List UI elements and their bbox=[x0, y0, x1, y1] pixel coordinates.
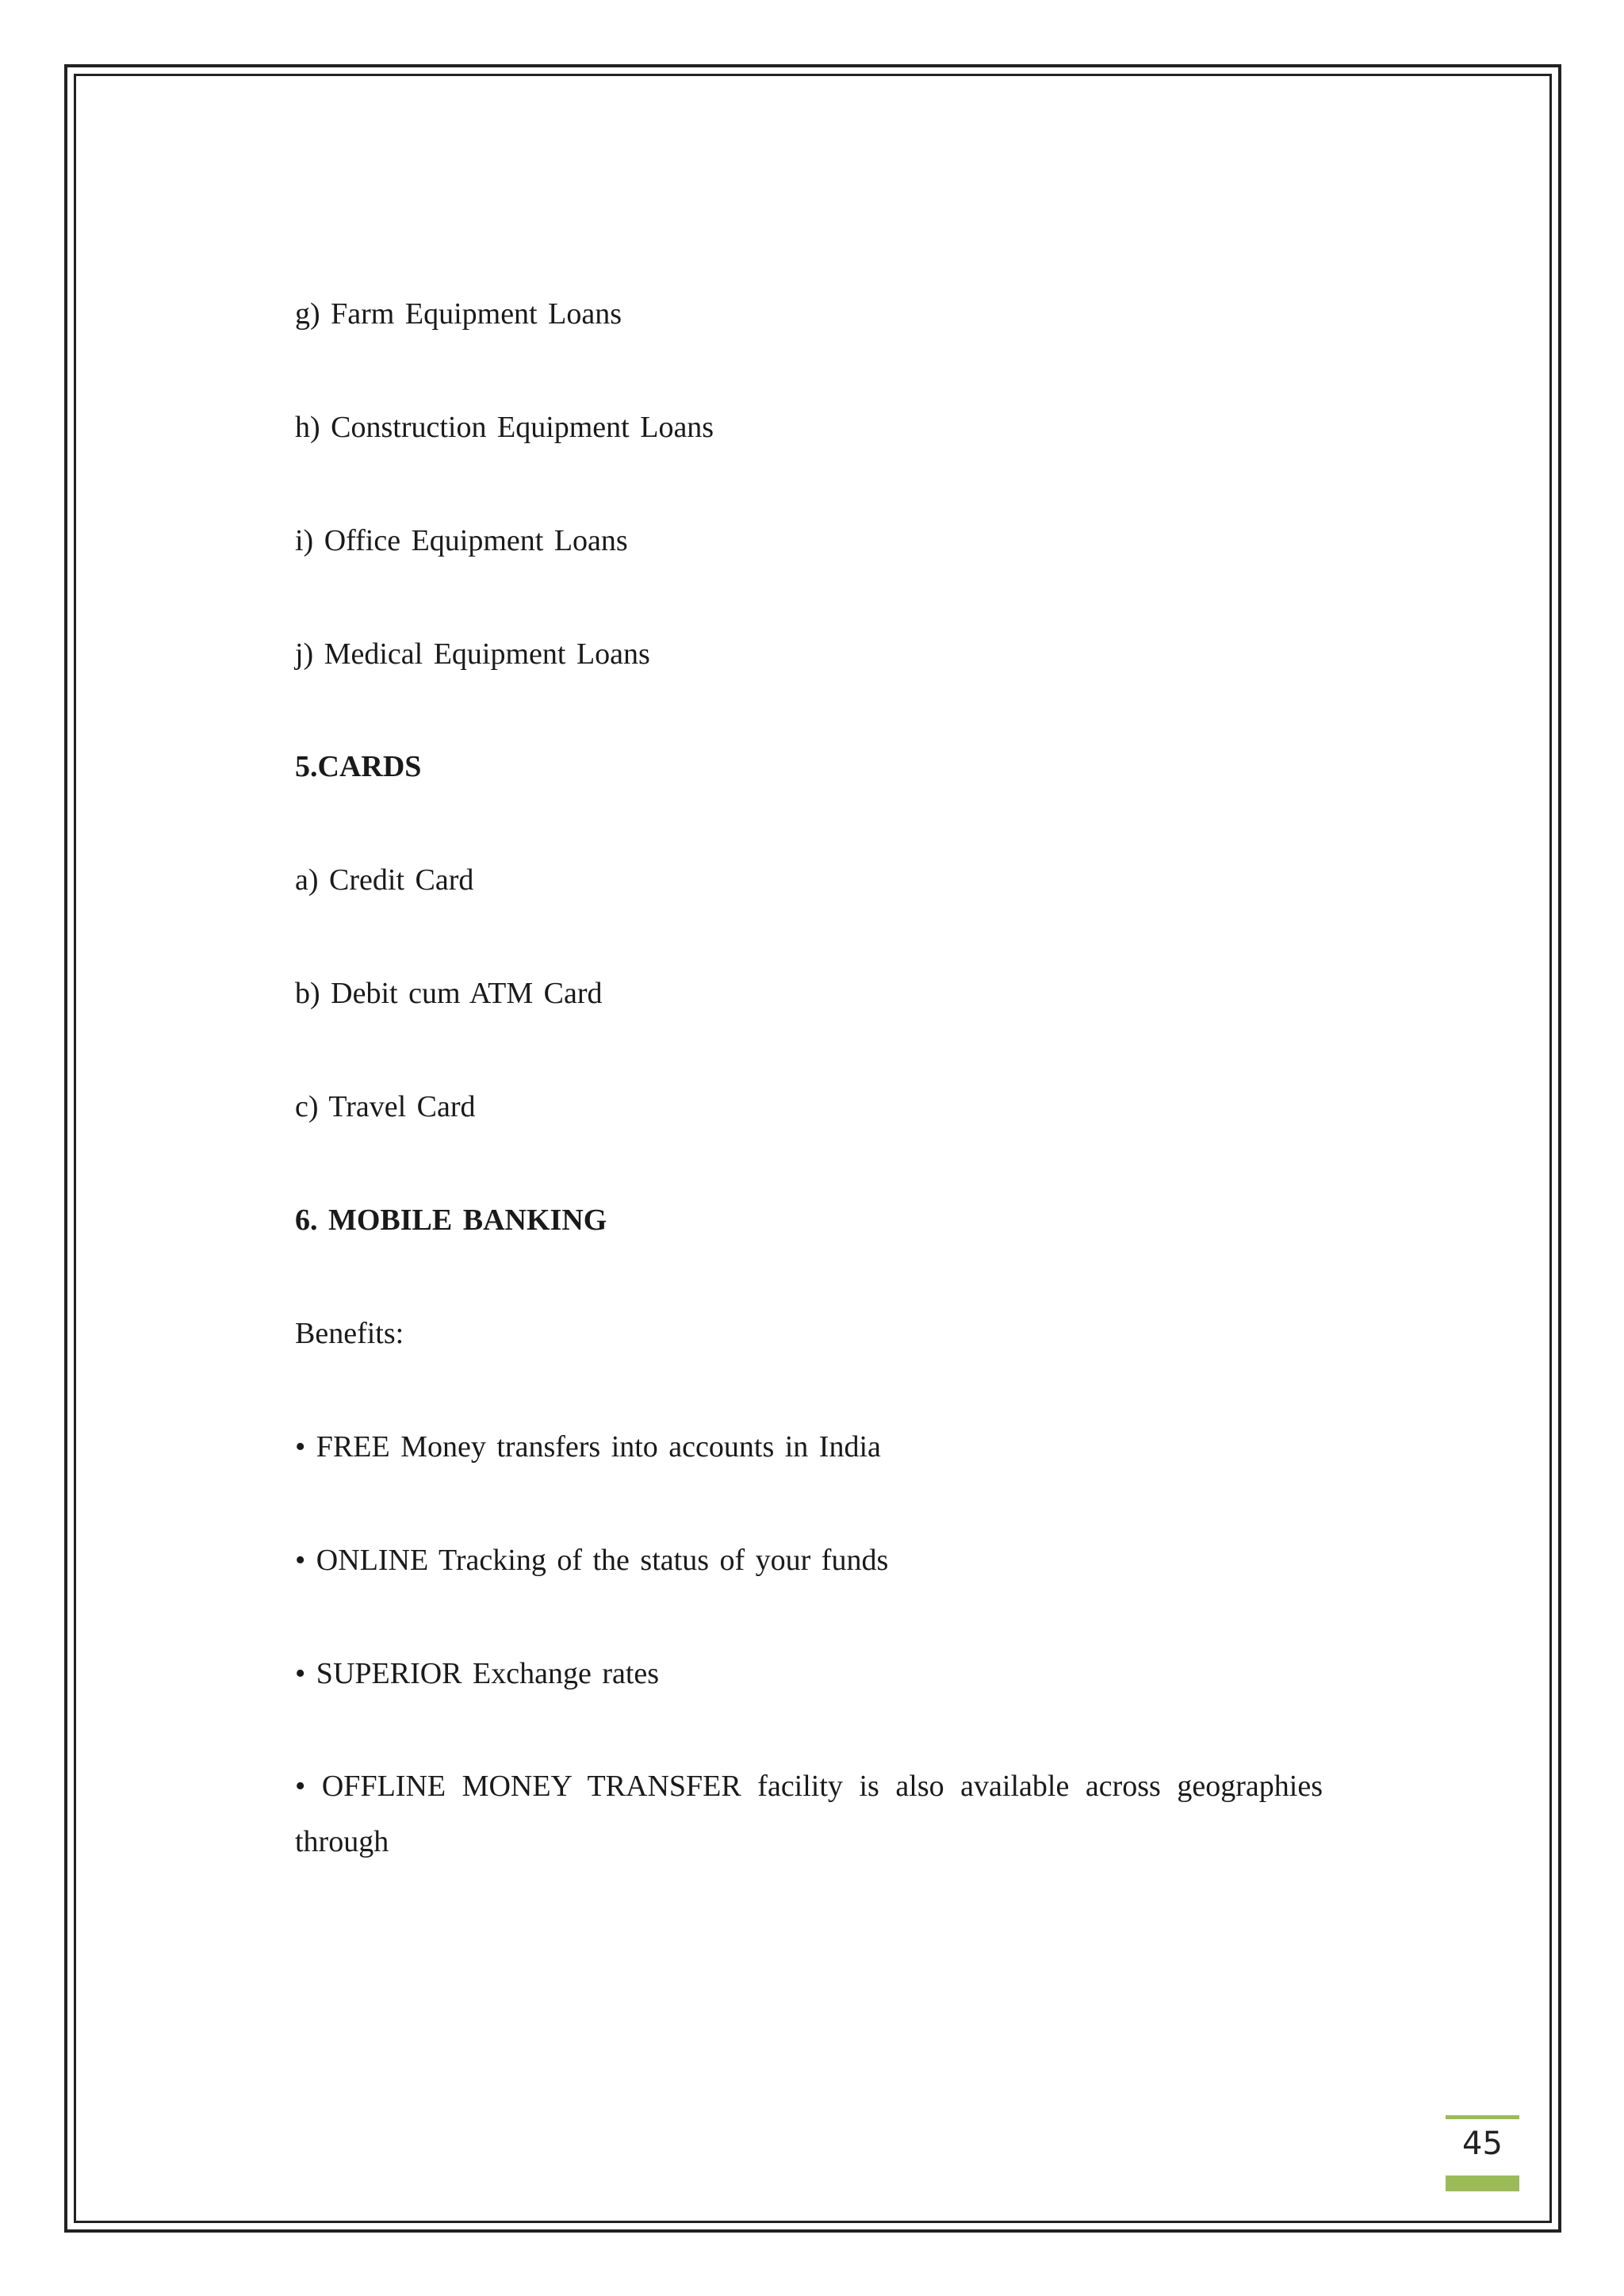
card-item-travel: c) Travel Card bbox=[295, 1090, 476, 1123]
page-number-footer bbox=[1446, 2115, 1519, 2191]
loan-item-medical-equipment: j) Medical Equipment Loans bbox=[295, 637, 650, 671]
page-border-inner bbox=[74, 74, 1552, 2223]
benefit-item-offline-transfer: • OFFLINE MONEY TRANSFER facility is also available across geographies through bbox=[295, 1770, 1323, 1858]
benefit-item-online-tracking: • ONLINE Tracking of the status of your funds bbox=[295, 1544, 889, 1577]
page-number-top-rule bbox=[1446, 2115, 1519, 2119]
page-number: 45 bbox=[1462, 2126, 1503, 2162]
loan-item-office-equipment: i) Office Equipment Loans bbox=[295, 524, 628, 557]
section-heading-mobile-banking: 6. MOBILE BANKING bbox=[295, 1203, 607, 1237]
card-item-credit: a) Credit Card bbox=[295, 863, 474, 897]
benefit-item-free-transfers: • FREE Money transfers into accounts in India bbox=[295, 1430, 881, 1464]
page-number-accent-bar bbox=[1446, 2175, 1519, 2191]
card-item-debit-atm: b) Debit cum ATM Card bbox=[295, 977, 603, 1010]
loan-item-construction-equipment: h) Construction Equipment Loans bbox=[295, 411, 714, 444]
benefits-label: Benefits: bbox=[295, 1317, 404, 1350]
benefit-item-superior-rates: • SUPERIOR Exchange rates bbox=[295, 1657, 660, 1690]
loan-item-farm-equipment: g) Farm Equipment Loans bbox=[295, 297, 622, 331]
section-heading-cards: 5.CARDS bbox=[295, 750, 422, 783]
